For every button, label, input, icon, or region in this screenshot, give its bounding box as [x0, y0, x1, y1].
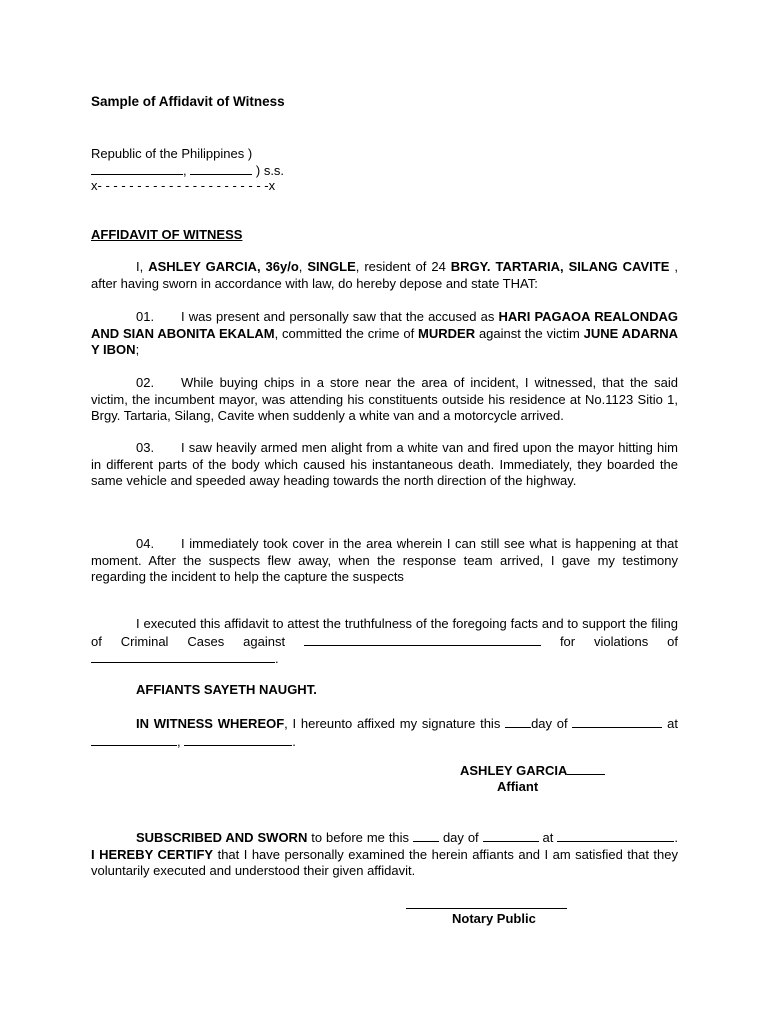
affiant-name: ASHLEY GARCIA, 36y/o: [148, 259, 299, 274]
notary-public-label: Notary Public: [452, 911, 536, 926]
blank-line: [483, 829, 539, 842]
affiant-signature-name: ASHLEY GARCIA: [460, 762, 605, 780]
blank-line: [557, 829, 674, 842]
affidavit-heading: AFFIDAVIT OF WITNESS: [91, 227, 243, 242]
venue-block: [91, 146, 284, 194]
executed-paragraph: I executed this affidavit to attest the truthfulness of the foregoing facts and to support the filing of Criminal Cases against for violations of .: [91, 616, 678, 666]
venue-place-line: , ) s.s.: [91, 162, 284, 178]
venue-separator: x- - - - - - - - - - - - - - - - - - - - - -x: [91, 178, 276, 193]
witness-whereof-paragraph: IN WITNESS WHEREOF, I hereunto affixed my signature this day of at , .: [91, 715, 678, 750]
blank-line: [91, 733, 177, 746]
statement-01: 01. I was present and personally saw that the accused as HARI PAGAOA REALONDAG AND SIAN ABONITA EKALAM, committed the crime of MURDER against the victim JUNE ADARNA Y IBON;: [91, 309, 679, 357]
statement-04: 04. I immediately took cover in the area wherein I can still see what is happening at that moment. After the suspects flew away, when the response team arrived, I gave my testimony regarding the incident to help the capture the suspects: [91, 536, 678, 584]
blank-line: [91, 650, 275, 663]
affiants-sayeth-naught: AFFIANTS SAYETH NAUGHT.: [136, 682, 317, 697]
statement-03: 03. I saw heavily armed men alight from a white van and fired upon the mayor hitting him in different parts of the body which caused his instantaneous death. Immediately, they boarded the same vehicle and speeded away heading towards the north direction of the highway.: [91, 440, 678, 488]
accused-names: HARI PAGAOA REALONDAG AND SIAN ABONITA EKALAM: [91, 309, 678, 341]
blank-line: [184, 733, 292, 746]
document-title: Sample of Affidavit of Witness: [91, 94, 285, 109]
signature-line: [567, 762, 605, 775]
venue-republic: Republic of the Philippines ): [91, 146, 253, 161]
civil-status: SINGLE: [307, 259, 356, 274]
blank-line: [413, 829, 439, 842]
notary-signature-line: [406, 908, 567, 909]
blank-line: [572, 715, 662, 728]
affiant-address: BRGY. TARTARIA, SILANG CAVITE: [450, 259, 670, 274]
blank-line: [304, 633, 541, 646]
intro-paragraph: I, ASHLEY GARCIA, 36y/o, SINGLE, resident of 24 BRGY. TARTARIA, SILANG CAVITE , after having sworn in accordance with law, do hereby depose and state THAT:: [91, 259, 678, 291]
crime: MURDER: [418, 325, 476, 341]
blank-line: [505, 715, 531, 728]
blank-line: [190, 162, 252, 175]
subscribed-paragraph: SUBSCRIBED AND SWORN to before me this day of at . I HEREBY CERTIFY that I have personally examined the herein affiants and I am satisfied that they voluntarily executed and understood their given affidavit.: [91, 830, 678, 878]
victim-name: JUNE ADARNA Y IBON: [91, 325, 679, 357]
blank-line: [91, 162, 183, 175]
affiant-role: Affiant: [497, 779, 539, 794]
statement-02: 02. While buying chips in a store near the area of incident, I witnessed, that the said victim, the incumbent mayor, was attending his constituents outside his residence at No.1123 Sitio 1, Brgy. Tartaria, Silang, Cavite when suddenly a white van and a motorcycle arrived.: [91, 375, 678, 423]
